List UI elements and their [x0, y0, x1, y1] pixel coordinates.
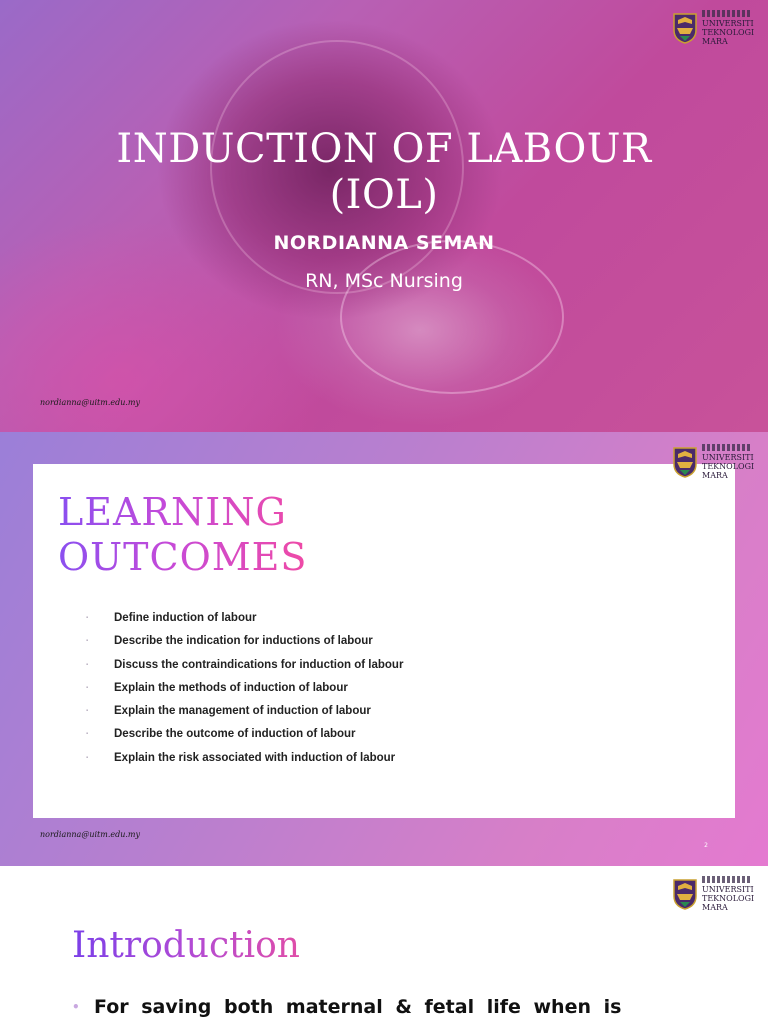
slide-title-line2: (IOL)	[329, 172, 439, 218]
outcomes-list	[86, 607, 403, 770]
outcome-item: ▪ Discuss the contraindications for induction of labour	[86, 654, 403, 677]
outcome-item: ▪ Explain the methods of induction of labour	[86, 677, 403, 700]
bullet-item	[74, 994, 674, 1020]
uitm-logo	[672, 444, 754, 482]
uitm-crest-icon	[672, 12, 698, 44]
logo-text-line3: MARA	[702, 471, 728, 480]
author-name: NORDIANNA SEMAN	[273, 232, 495, 254]
outcome-item: ▪ Describe the indication for inductions of labour	[86, 630, 403, 653]
outcome-item: ▪ Define induction of labour	[86, 607, 403, 630]
section-heading	[58, 490, 307, 580]
title-slide	[0, 0, 768, 432]
email-address: nordianna@uitm.edu.my	[40, 830, 141, 839]
logo-text-line1: UNIVERSITI	[702, 885, 754, 894]
uitm-logo	[672, 10, 754, 48]
slide-title-line1: INDUCTION OF LABOUR	[116, 126, 652, 172]
logo-text-line2: TEKNOLOGI	[702, 894, 755, 903]
logo-text-line3: MARA	[702, 903, 728, 912]
logo-text-line2: TEKNOLOGI	[702, 462, 755, 471]
uitm-crest-icon	[672, 878, 698, 910]
outcome-item: ▪ Explain the management of induction of labour	[86, 700, 403, 723]
logo-text-line2: TEKNOLOGI	[702, 28, 755, 37]
outcome-item: ▪ Explain the risk associated with induction of labour	[86, 747, 403, 770]
email-address: nordianna@uitm.edu.my	[40, 398, 141, 407]
uitm-logo	[672, 876, 754, 914]
logo-text-line3: MARA	[702, 37, 728, 46]
logo-text-line1: UNIVERSITI	[702, 453, 754, 462]
uitm-crest-icon	[672, 446, 698, 478]
learning-outcomes-slide	[0, 432, 768, 866]
decorative-swirl	[340, 240, 564, 394]
outcome-item: ▪ Describe the outcome of induction of labour	[86, 723, 403, 746]
logo-text-line1: UNIVERSITI	[702, 19, 754, 28]
jawi-script	[702, 444, 752, 451]
jawi-script	[702, 876, 752, 883]
heading-line2: OUTCOMES	[58, 535, 308, 579]
author-credentials: RN, MSc Nursing	[305, 270, 463, 292]
bullet-text: For saving both maternal & fetal life when is	[94, 996, 622, 1018]
section-heading: Introduction	[72, 925, 300, 966]
heading-line1: LEARNING	[58, 490, 287, 534]
page-number: 2	[704, 842, 708, 849]
jawi-script	[702, 10, 752, 17]
introduction-slide	[0, 866, 768, 1024]
